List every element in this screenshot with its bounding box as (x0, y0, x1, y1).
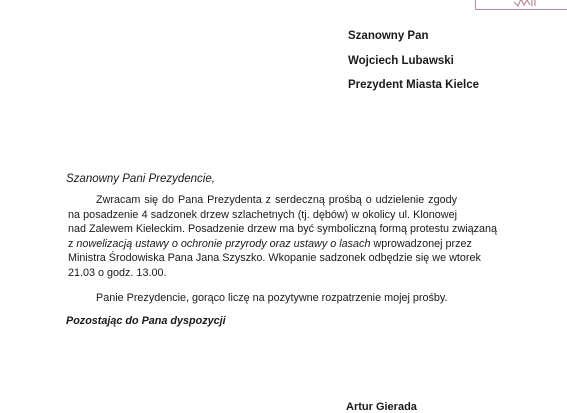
body-paragraph-2: Panie Prezydencie, gorąco liczę na pozytywne rozpatrzenie mojej prośby. (96, 292, 448, 304)
letter-sign-off: Pozostając do Pana dyspozycji (66, 315, 226, 327)
addressee-block (348, 24, 479, 98)
body-line-4-prefix: z (68, 237, 77, 250)
signature-scribble-icon (513, 0, 539, 8)
signatory-name: Artur Gierada (346, 401, 417, 413)
addressee-greeting: Szanowny Pan (348, 30, 429, 42)
letter-body (68, 193, 498, 280)
body-line-4-suffix: wprowadzonej przez (370, 237, 472, 250)
addressee-title: Prezydent Miasta Kielce (348, 79, 480, 91)
body-line-4-italic: nowelizacją ustawy o ochronie przyrody oraz ustawy o lasach (76, 237, 371, 250)
body-line-3: nad Zalewem Kieleckim. Posadzenie drzew ma być symboliczną formą protestu związaną (68, 223, 498, 235)
body-paragraph-1 (68, 193, 498, 280)
body-line-1: Zwracam się do Pana Prezydenta z serdeczną prośbą o udzielenie zgody (96, 194, 457, 206)
body-line-2: na posadzenie 4 sadzonek drzew szlachetnych (tj. dębów) w okolicy ul. Klonowej (68, 208, 457, 221)
body-line-4 (68, 237, 472, 252)
letter-salutation: Szanowny Pani Prezydencie, (66, 173, 215, 185)
addressee-name: Wojciech Lubawski (348, 54, 454, 67)
body-line-6: 21.03 o godz. 13.00. (68, 266, 167, 279)
body-line-5: Ministra Środowiska Pana Jana Szyszko. Wkopanie sadzonek odbędzie się we wtorek (68, 252, 481, 264)
stamp-fragment (475, 0, 567, 10)
